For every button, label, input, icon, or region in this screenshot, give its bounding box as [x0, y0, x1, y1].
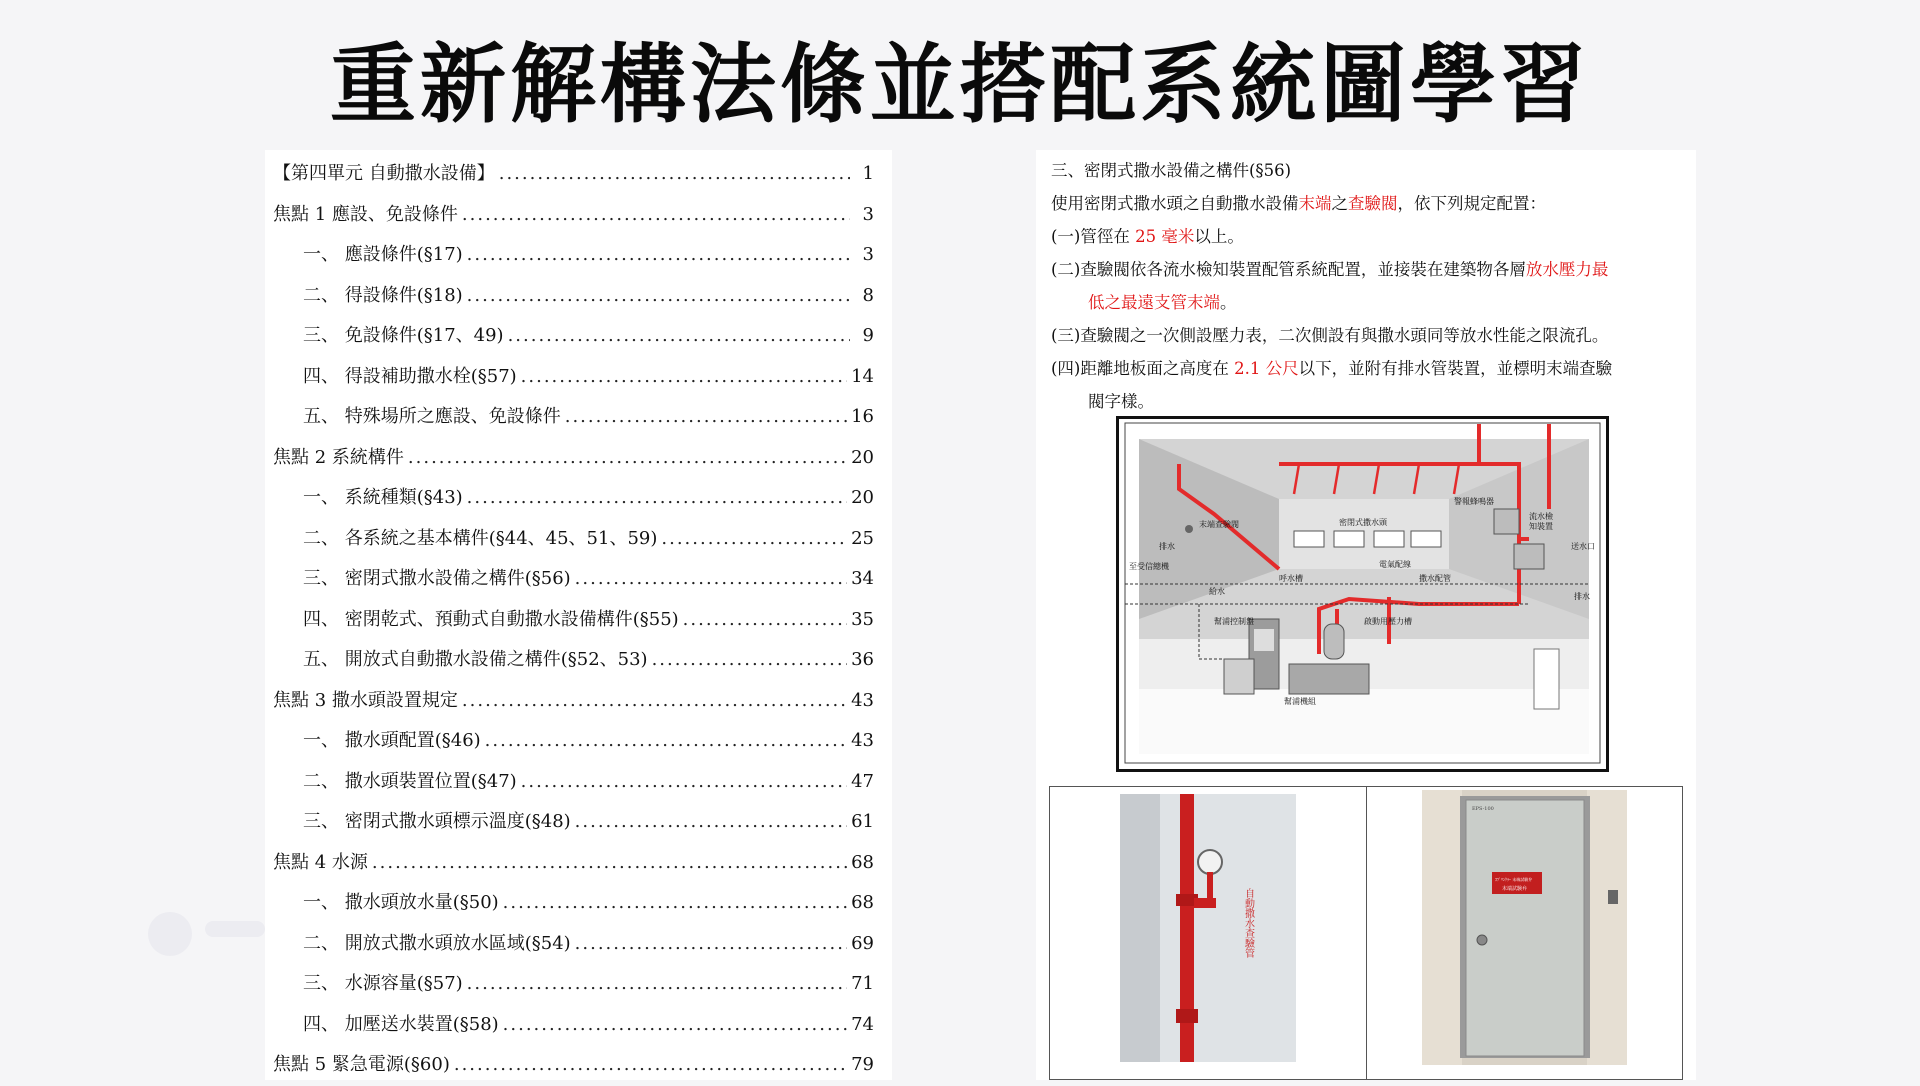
toc-entry — [273, 235, 874, 276]
toc-entry — [273, 883, 874, 924]
door-sign-line-2: 末端試験弁 — [1501, 886, 1527, 892]
label-wiring: 電氣配線 — [1379, 560, 1411, 569]
toc-entry-page: 35 — [851, 608, 874, 630]
label-pressure-tank: 啟動用壓力槽 — [1364, 617, 1412, 626]
toc-leader-dots — [467, 276, 850, 317]
toc-entry — [273, 964, 874, 1005]
doc-item-2-cont: 低之最遠支管末端。 — [1088, 293, 1237, 312]
label-supply: 給水 — [1209, 587, 1225, 596]
toc-entry — [273, 843, 874, 884]
toc-entry-label: 三、 水源容量(§57) — [303, 973, 463, 994]
doc-item-4-cont: 閥字樣。 — [1088, 392, 1154, 411]
toc-entry — [273, 640, 874, 681]
toc-entry — [273, 600, 874, 641]
toc-entry-page: 71 — [851, 973, 874, 994]
toc-entry — [273, 924, 874, 965]
toc-entry-page: 16 — [851, 406, 874, 427]
toc-entry — [273, 195, 874, 236]
pipe-sign-text: 自動撒水查驗管 — [1242, 888, 1254, 958]
toc-entry — [273, 276, 874, 317]
toc-entry-label: 一、 撒水頭放水量(§50) — [303, 892, 499, 913]
toc-entry — [273, 438, 874, 479]
decorative-blob — [148, 912, 192, 956]
photo-test-pipe — [1050, 787, 1366, 1079]
toc-entry-page: 3 — [862, 203, 874, 225]
door-sign-line-1: ｽﾌﾟﾘﾝｸﾗｰ 末端試験弁 — [1494, 877, 1532, 882]
toc-entry-label: 四、 得設補助撒水栓(§57) — [303, 365, 517, 387]
toc-leader-dots — [652, 640, 848, 681]
toc-entry-page: 8 — [862, 284, 874, 306]
toc-leader-dots — [503, 883, 847, 924]
doc-heading: 三、密閉式撒水設備之構件(§56) — [1051, 161, 1292, 180]
toc-entry — [273, 721, 874, 762]
toc-entry — [273, 478, 874, 519]
toc-leader-dots — [575, 924, 847, 965]
toc-entry-page: 25 — [851, 527, 874, 549]
photo-panel — [1049, 786, 1683, 1080]
toc-leader-dots — [467, 478, 847, 519]
toc-entry-page: 14 — [851, 365, 874, 387]
toc-entry-page: 74 — [851, 1013, 874, 1035]
toc-leader-dots — [575, 802, 847, 843]
label-receiver: 至受信總機 — [1129, 562, 1169, 571]
label-flow-detector: 流水檢 — [1529, 512, 1553, 521]
toc-leader-dots — [454, 1045, 847, 1086]
doc-item-3: (三)查驗閥之一次側設壓力表，二次側設有與撒水頭同等放水性能之限流孔。 — [1051, 326, 1609, 345]
toc-leader-dots — [467, 964, 847, 1005]
toc-entry-page: 68 — [851, 851, 874, 873]
toc-entry-page: 61 — [851, 811, 874, 832]
toc-leader-dots — [462, 195, 850, 236]
doc-item-1: (一)管徑在 25 毫米以上。 — [1051, 227, 1244, 246]
toc-entry-page: 9 — [862, 325, 874, 346]
toc-leader-dots — [485, 721, 847, 762]
toc-entry-label: 三、 密閉式撒水設備之構件(§56) — [303, 568, 571, 589]
label-alarm-bell: 警報蜂鳴器 — [1454, 497, 1494, 506]
toc-entry-page: 43 — [851, 730, 874, 751]
toc-entry-page: 20 — [851, 446, 874, 468]
toc-entry-label: 三、 密閉式撒水頭標示溫度(§48) — [303, 811, 571, 832]
toc-entry-label: 二、 各系統之基本構件(§44、45、51、59) — [303, 527, 658, 549]
toc-entry-page: 3 — [862, 244, 874, 265]
toc-entry-label: 焦點 2 系統構件 — [273, 446, 404, 468]
toc-entry-page: 68 — [851, 892, 874, 913]
toc-entry — [273, 357, 874, 398]
toc-entry — [273, 762, 874, 803]
toc-entry — [273, 1005, 874, 1046]
toc-leader-dots — [508, 316, 850, 357]
doc-item-4: (四)距離地板面之高度在 2.1 公尺以下，並附有排水管裝置，並標明末端查驗 — [1051, 359, 1613, 378]
door-plate: EPS-100 — [1471, 806, 1494, 812]
label-drain-2: 排水 — [1574, 592, 1590, 601]
toc-entry-page: 79 — [851, 1054, 874, 1075]
toc-entry-label: 一、 應設條件(§17) — [303, 244, 463, 265]
toc-entry-label: 焦點 1 應設、免設條件 — [273, 203, 458, 225]
toc-entry-page: 20 — [851, 487, 874, 508]
photo-door — [1366, 787, 1683, 1079]
toc-entry-label: 五、 開放式自動撒水設備之構件(§52、53) — [303, 649, 648, 670]
toc-entry-page: 1 — [862, 163, 874, 184]
label-piping: 撒水配管 — [1419, 574, 1451, 583]
toc-entry-label: 三、 免設條件(§17、49) — [303, 325, 504, 346]
toc-entry-label: 四、 加壓送水裝置(§58) — [303, 1013, 499, 1035]
toc-entry — [273, 397, 874, 438]
toc-leader-dots — [683, 600, 847, 641]
label-pump: 幫浦機組 — [1284, 697, 1316, 706]
toc-entry-label: 焦點 5 緊急電源(§60) — [273, 1054, 450, 1075]
decorative-blob — [205, 921, 265, 937]
toc-entry-label: 五、 特殊場所之應設、免設條件 — [303, 406, 561, 427]
toc-leader-dots — [565, 397, 847, 438]
toc-leader-dots — [661, 519, 847, 560]
document-excerpt — [1036, 150, 1696, 1080]
toc-entry — [273, 316, 874, 357]
toc-entry — [273, 519, 874, 560]
toc-leader-dots — [575, 559, 847, 600]
toc-entry — [273, 681, 874, 722]
toc-entry — [273, 154, 874, 195]
toc-entry-label: 二、 撒水頭裝置位置(§47) — [303, 770, 517, 792]
toc-entry-label: 【第四單元 自動撒水設備】 — [273, 163, 495, 184]
toc-entry-label: 二、 開放式撒水頭放水區域(§54) — [303, 932, 571, 954]
toc-leader-dots — [462, 681, 847, 722]
toc-leader-dots — [408, 438, 847, 479]
toc-entry-label: 四、 密閉乾式、預動式自動撒水設備構件(§55) — [303, 608, 679, 630]
doc-item-2: (二)查驗閥依各流水檢知裝置配管系統配置，並接裝在建築物各層放水壓力最 — [1051, 260, 1609, 279]
toc-leader-dots — [521, 357, 847, 398]
label-fdc: 送水口 — [1571, 542, 1595, 551]
toc-leader-dots — [503, 1005, 847, 1046]
page-title: 重新解構法條並搭配系統圖學習 — [330, 35, 1590, 135]
toc-entry — [273, 559, 874, 600]
toc-entry-page: 47 — [851, 770, 874, 792]
sprinkler-system-diagram — [1116, 416, 1609, 772]
toc-leader-dots — [372, 843, 847, 884]
toc-entry-page: 36 — [851, 649, 874, 670]
toc-leader-dots — [467, 235, 850, 276]
label-priming-tank: 呼水槽 — [1279, 574, 1303, 583]
toc-entry-label: 一、 系統種類(§43) — [303, 487, 463, 508]
label-drain-1: 排水 — [1159, 542, 1175, 551]
doc-intro: 使用密閉式撒水頭之自動撒水設備末端之查驗閥，依下列規定配置： — [1051, 194, 1546, 213]
toc-entry-label: 一、 撒水頭配置(§46) — [303, 730, 481, 751]
label-end-valve: 末端查驗閥 — [1199, 520, 1239, 529]
toc-entry-page: 43 — [851, 689, 874, 711]
toc-entry-label: 焦點 4 水源 — [273, 851, 368, 873]
toc-entry — [273, 802, 874, 843]
toc-entry-label: 二、 得設條件(§18) — [303, 284, 463, 306]
toc-entry — [273, 1045, 874, 1086]
toc-leader-dots — [521, 762, 847, 803]
toc-entry-page: 69 — [851, 932, 874, 954]
toc-leader-dots — [499, 154, 850, 195]
toc-entry-label: 焦點 3 撒水頭設置規定 — [273, 689, 458, 711]
table-of-contents — [265, 150, 892, 1080]
toc-entry-page: 34 — [851, 568, 874, 589]
label-closed-head: 密閉式撒水頭 — [1339, 518, 1387, 527]
label-flow-detector-2: 知裝置 — [1529, 522, 1553, 531]
label-control-panel: 幫浦控制盤 — [1214, 617, 1254, 626]
